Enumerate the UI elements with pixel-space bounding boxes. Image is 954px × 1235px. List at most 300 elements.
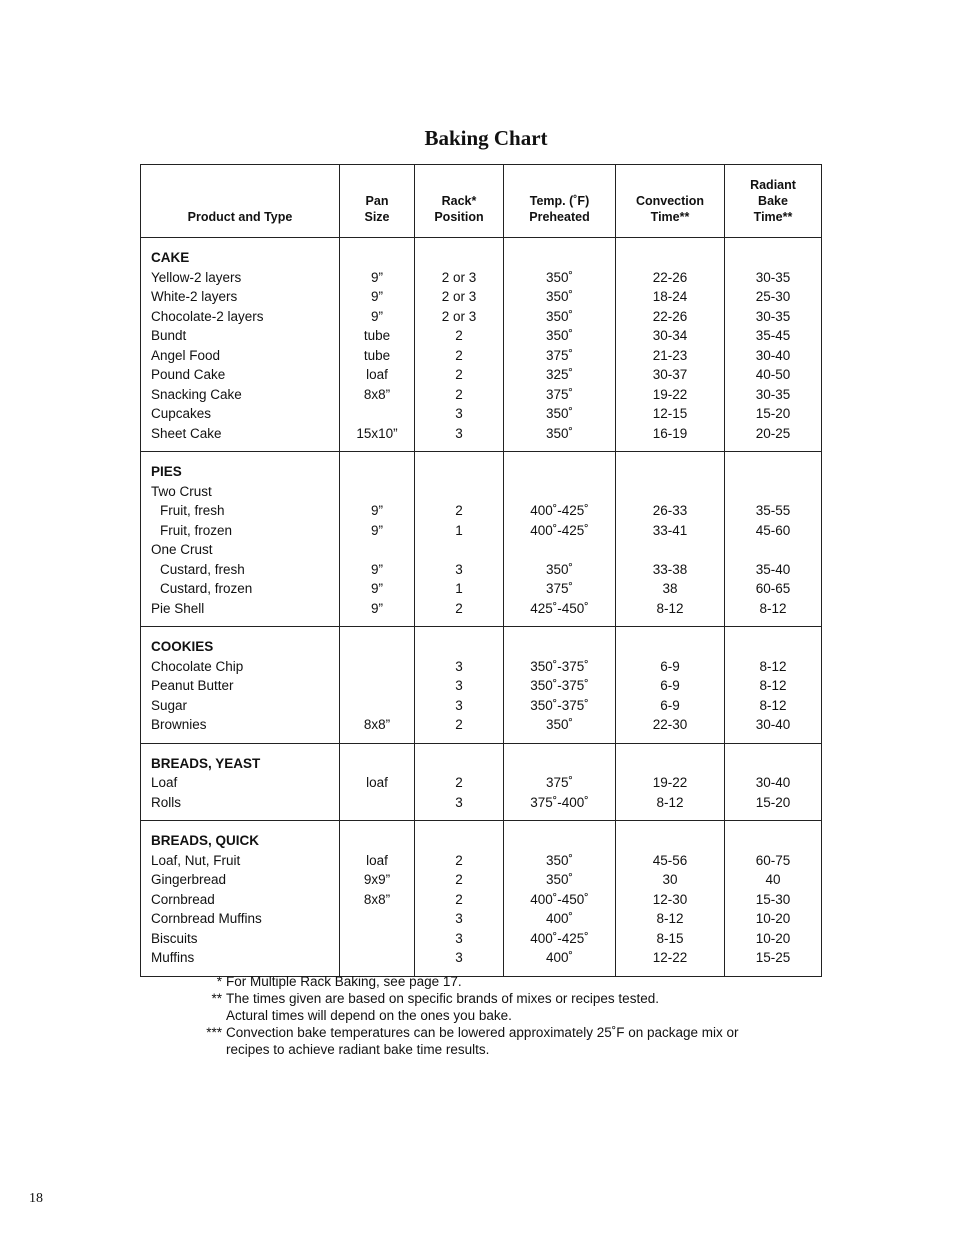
table-row xyxy=(141,268,822,288)
product-label: Brownies xyxy=(151,717,207,732)
spacer-cell xyxy=(340,812,415,821)
pan-cell: loaf xyxy=(340,773,415,793)
pan-cell: 9” xyxy=(340,268,415,288)
product-label: Pound Cake xyxy=(151,367,226,382)
product-label: Chocolate Chip xyxy=(151,658,244,674)
product-cell xyxy=(141,773,340,793)
convection-cell xyxy=(616,482,725,502)
section-heading: BREADS, QUICK xyxy=(141,831,340,851)
radiant-cell: 10-20 xyxy=(725,929,822,949)
spacer-row xyxy=(141,735,822,744)
header-row xyxy=(141,165,822,238)
section-heading-row xyxy=(141,831,822,851)
product-cell xyxy=(141,521,340,541)
section-heading-row xyxy=(141,754,822,774)
radiant-cell: 20-25 xyxy=(725,424,822,444)
empty-cell xyxy=(340,462,415,482)
spacer-cell xyxy=(616,627,725,638)
convection-cell: 6-9 xyxy=(616,696,725,716)
radiant-cell: 35-45 xyxy=(725,326,822,346)
pan-cell: 9” xyxy=(340,521,415,541)
spacer-cell xyxy=(141,743,340,754)
empty-cell xyxy=(415,754,504,774)
rack-cell: 2 xyxy=(415,599,504,619)
spacer-row xyxy=(141,452,822,463)
product-label: Loaf, Nut, Fruit xyxy=(151,852,241,868)
temp-cell: 400˚-425˚ xyxy=(504,501,616,521)
rack-cell xyxy=(415,482,504,502)
convection-cell: 26-33 xyxy=(616,501,725,521)
temp-cell: 350˚ xyxy=(504,870,616,890)
spacer-cell xyxy=(141,443,340,452)
empty-cell xyxy=(504,831,616,851)
table-row xyxy=(141,715,822,735)
empty-cell xyxy=(504,637,616,657)
table-row xyxy=(141,307,822,327)
spacer-cell xyxy=(415,812,504,821)
spacer-cell xyxy=(725,452,822,463)
spacer-cell xyxy=(141,238,340,249)
empty-cell xyxy=(415,831,504,851)
empty-cell xyxy=(616,637,725,657)
radiant-cell: 15-30 xyxy=(725,890,822,910)
spacer-cell xyxy=(340,238,415,249)
rack-cell: 2 or 3 xyxy=(415,287,504,307)
table-row xyxy=(141,909,822,929)
header-product: Product and Type xyxy=(141,165,340,238)
spacer-cell xyxy=(415,238,504,249)
radiant-cell: 40-50 xyxy=(725,365,822,385)
empty-cell xyxy=(415,637,504,657)
spacer-cell xyxy=(141,452,340,463)
convection-cell: 45-56 xyxy=(616,851,725,871)
table-row xyxy=(141,676,822,696)
spacer-cell xyxy=(141,821,340,832)
pan-cell xyxy=(340,404,415,424)
product-label: Muffins xyxy=(151,950,195,965)
rack-cell: 1 xyxy=(415,579,504,599)
rack-cell: 2 xyxy=(415,773,504,793)
product-label: Gingerbread xyxy=(151,872,227,887)
spacer-cell xyxy=(141,618,340,627)
rack-cell: 2 or 3 xyxy=(415,307,504,327)
pan-cell: 9” xyxy=(340,287,415,307)
temp-cell: 375˚ xyxy=(504,346,616,366)
radiant-cell: 60-75 xyxy=(725,851,822,871)
rack-cell: 3 xyxy=(415,696,504,716)
temp-cell: 350˚-375˚ xyxy=(504,657,616,677)
rack-cell: 2 or 3 xyxy=(415,268,504,288)
product-cell xyxy=(141,268,340,288)
footnote-line xyxy=(200,990,800,1007)
convection-cell: 30 xyxy=(616,870,725,890)
product-cell xyxy=(141,890,340,910)
radiant-cell: 45-60 xyxy=(725,521,822,541)
convection-cell: 22-26 xyxy=(616,307,725,327)
product-cell xyxy=(141,579,340,599)
radiant-cell: 30-35 xyxy=(725,385,822,405)
convection-cell: 21-23 xyxy=(616,346,725,366)
rack-cell: 3 xyxy=(415,909,504,929)
radiant-cell: 15-20 xyxy=(725,793,822,813)
radiant-cell: 8-12 xyxy=(725,657,822,677)
spacer-cell xyxy=(504,238,616,249)
rack-cell: 2 xyxy=(415,715,504,735)
convection-cell: 38 xyxy=(616,579,725,599)
product-label: Two Crust xyxy=(151,483,212,499)
table-row xyxy=(141,346,822,366)
spacer-row xyxy=(141,743,822,754)
product-label: Fruit, fresh xyxy=(160,503,225,518)
product-cell xyxy=(141,365,340,385)
product-label: Peanut Butter xyxy=(151,678,234,693)
empty-cell xyxy=(504,462,616,482)
convection-cell: 33-41 xyxy=(616,521,725,541)
rack-cell: 3 xyxy=(415,560,504,580)
temp-cell: 375˚ xyxy=(504,773,616,793)
rack-cell: 2 xyxy=(415,851,504,871)
convection-cell: 19-22 xyxy=(616,773,725,793)
footnote-text: The times given are based on specific brands of mixes or recipes tested. xyxy=(226,991,659,1006)
rack-cell: 3 xyxy=(415,404,504,424)
product-cell xyxy=(141,326,340,346)
rack-cell: 3 xyxy=(415,424,504,444)
spacer-cell xyxy=(616,821,725,832)
spacer-cell xyxy=(415,627,504,638)
footnote-text: For Multiple Rack Baking, see page 17. xyxy=(226,974,462,989)
temp-cell: 350˚ xyxy=(504,851,616,871)
empty-cell xyxy=(616,831,725,851)
empty-cell xyxy=(616,754,725,774)
temp-cell xyxy=(504,482,616,502)
table-row xyxy=(141,287,822,307)
pan-cell xyxy=(340,948,415,968)
rack-cell: 2 xyxy=(415,870,504,890)
radiant-cell xyxy=(725,540,822,560)
footnote-text: Convection bake temperatures can be lowered approximately 25˚F on package mix or xyxy=(226,1025,739,1040)
footnote-line xyxy=(200,1024,800,1041)
section-heading: BREADS, YEAST xyxy=(141,754,340,774)
spacer-cell xyxy=(340,618,415,627)
page-number: 18 xyxy=(29,1191,43,1206)
convection-cell: 16-19 xyxy=(616,424,725,444)
product-label: Cupcakes xyxy=(151,406,212,421)
product-label: White-2 layers xyxy=(151,289,238,304)
rack-cell: 2 xyxy=(415,326,504,346)
temp-cell: 400˚-425˚ xyxy=(504,521,616,541)
product-cell xyxy=(141,870,340,890)
convection-cell: 8-15 xyxy=(616,929,725,949)
rack-cell: 1 xyxy=(415,521,504,541)
empty-cell xyxy=(415,462,504,482)
pan-cell: 9” xyxy=(340,599,415,619)
table-row xyxy=(141,482,822,502)
product-label: Bundt xyxy=(151,328,187,343)
pan-cell xyxy=(340,929,415,949)
empty-cell xyxy=(340,637,415,657)
convection-cell: 6-9 xyxy=(616,676,725,696)
rack-cell: 3 xyxy=(415,657,504,677)
product-label: Loaf xyxy=(151,775,178,790)
radiant-cell: 8-12 xyxy=(725,696,822,716)
product-cell xyxy=(141,851,340,871)
product-label: Fruit, frozen xyxy=(160,522,233,538)
table-row xyxy=(141,365,822,385)
pan-cell: loaf xyxy=(340,365,415,385)
radiant-cell: 35-40 xyxy=(725,560,822,580)
temp-cell: 350˚-375˚ xyxy=(504,696,616,716)
product-label: Cornbread xyxy=(151,891,215,907)
footnote-marker: * xyxy=(216,974,222,989)
radiant-cell: 40 xyxy=(725,870,822,890)
pan-cell: 9” xyxy=(340,501,415,521)
radiant-cell: 30-35 xyxy=(725,307,822,327)
pan-cell: 8x8” xyxy=(340,715,415,735)
header-convection-time: Convection Time** xyxy=(616,165,725,238)
spacer-cell xyxy=(504,618,616,627)
spacer-cell xyxy=(616,452,725,463)
product-cell xyxy=(141,676,340,696)
spacer-row xyxy=(141,443,822,452)
product-label: One Crust xyxy=(151,542,213,557)
table-row xyxy=(141,948,822,968)
temp-cell: 400˚-425˚ xyxy=(504,929,616,949)
table-row xyxy=(141,326,822,346)
spacer-cell xyxy=(504,821,616,832)
radiant-cell: 30-40 xyxy=(725,346,822,366)
rack-cell: 2 xyxy=(415,501,504,521)
spacer-row xyxy=(141,812,822,821)
temp-cell: 350˚ xyxy=(504,404,616,424)
radiant-cell: 10-20 xyxy=(725,909,822,929)
header-pan-size: Pan Size xyxy=(340,165,415,238)
temp-cell: 350˚ xyxy=(504,560,616,580)
footnote-line xyxy=(200,1041,800,1058)
product-label: Custard, fresh xyxy=(160,561,245,577)
pan-cell: loaf xyxy=(340,851,415,871)
product-cell xyxy=(141,287,340,307)
spacer-cell xyxy=(725,743,822,754)
spacer-cell xyxy=(725,735,822,744)
temp-cell: 400˚ xyxy=(504,948,616,968)
footnote-marker: ** xyxy=(211,991,222,1006)
temp-cell: 350˚ xyxy=(504,715,616,735)
footnote-marker xyxy=(200,1007,222,1024)
empty-cell xyxy=(340,248,415,268)
section-breads-yeast xyxy=(141,743,822,821)
pan-cell: 15x10” xyxy=(340,424,415,444)
footnote-line xyxy=(200,973,800,990)
footnote-line xyxy=(200,1007,800,1024)
product-cell xyxy=(141,909,340,929)
convection-cell: 8-12 xyxy=(616,599,725,619)
spacer-cell xyxy=(340,443,415,452)
temp-cell: 350˚ xyxy=(504,424,616,444)
empty-cell xyxy=(725,831,822,851)
table-row xyxy=(141,793,822,813)
temp-cell: 325˚ xyxy=(504,365,616,385)
product-cell xyxy=(141,404,340,424)
pan-cell xyxy=(340,676,415,696)
empty-cell xyxy=(725,637,822,657)
temp-cell: 400˚-450˚ xyxy=(504,890,616,910)
convection-cell: 33-38 xyxy=(616,560,725,580)
spacer-cell xyxy=(340,821,415,832)
spacer-cell xyxy=(616,443,725,452)
product-cell xyxy=(141,482,340,502)
spacer-cell xyxy=(415,821,504,832)
product-cell xyxy=(141,715,340,735)
table-row xyxy=(141,404,822,424)
product-label: Custard, frozen xyxy=(160,581,253,596)
spacer-row xyxy=(141,618,822,627)
product-cell xyxy=(141,307,340,327)
spacer-cell xyxy=(725,627,822,638)
pan-cell xyxy=(340,540,415,560)
temp-cell: 350˚ xyxy=(504,307,616,327)
section-heading: CAKE xyxy=(141,248,340,268)
convection-cell: 19-22 xyxy=(616,385,725,405)
table-row xyxy=(141,599,822,619)
spacer-cell xyxy=(415,443,504,452)
empty-cell xyxy=(340,754,415,774)
spacer-cell xyxy=(340,452,415,463)
section-heading-row xyxy=(141,462,822,482)
product-label: Sheet Cake xyxy=(151,425,222,441)
spacer-cell xyxy=(340,743,415,754)
spacer-cell xyxy=(415,452,504,463)
spacer-row xyxy=(141,821,822,832)
table-row xyxy=(141,385,822,405)
convection-cell: 30-34 xyxy=(616,326,725,346)
spacer-row xyxy=(141,627,822,638)
convection-cell xyxy=(616,540,725,560)
table-row xyxy=(141,696,822,716)
convection-cell: 6-9 xyxy=(616,657,725,677)
temp-cell: 350˚-375˚ xyxy=(504,676,616,696)
product-cell xyxy=(141,540,340,560)
table-row xyxy=(141,579,822,599)
empty-cell xyxy=(415,248,504,268)
product-cell xyxy=(141,560,340,580)
spacer-cell xyxy=(725,238,822,249)
convection-cell: 12-30 xyxy=(616,890,725,910)
radiant-cell: 8-12 xyxy=(725,676,822,696)
pan-cell xyxy=(340,793,415,813)
table-row xyxy=(141,870,822,890)
rack-cell: 2 xyxy=(415,346,504,366)
convection-cell: 8-12 xyxy=(616,909,725,929)
convection-cell: 12-22 xyxy=(616,948,725,968)
spacer-cell xyxy=(725,618,822,627)
spacer-cell xyxy=(725,812,822,821)
table-row xyxy=(141,540,822,560)
pan-cell xyxy=(340,482,415,502)
section-cookies xyxy=(141,627,822,744)
product-label: Angel Food xyxy=(151,347,221,363)
section-heading-row xyxy=(141,248,822,268)
rack-cell: 3 xyxy=(415,929,504,949)
product-label: Yellow-2 layers xyxy=(151,269,242,285)
spacer-cell xyxy=(725,443,822,452)
empty-cell xyxy=(504,248,616,268)
empty-cell xyxy=(725,248,822,268)
footnote-text: recipes to achieve radiant bake time results. xyxy=(226,1042,490,1057)
empty-cell xyxy=(504,754,616,774)
radiant-cell: 30-40 xyxy=(725,715,822,735)
empty-cell xyxy=(340,831,415,851)
section-heading: COOKIES xyxy=(141,637,340,657)
baking-chart-table xyxy=(140,164,822,977)
section-heading-row xyxy=(141,637,822,657)
pan-cell: 9x9” xyxy=(340,870,415,890)
spacer-cell xyxy=(141,627,340,638)
spacer-cell xyxy=(725,821,822,832)
product-cell xyxy=(141,696,340,716)
product-cell xyxy=(141,948,340,968)
rack-cell: 2 xyxy=(415,890,504,910)
product-cell xyxy=(141,793,340,813)
temp-cell: 425˚-450˚ xyxy=(504,599,616,619)
empty-cell xyxy=(616,248,725,268)
convection-cell: 8-12 xyxy=(616,793,725,813)
footnote-marker xyxy=(200,1041,222,1058)
radiant-cell: 30-40 xyxy=(725,773,822,793)
product-cell xyxy=(141,599,340,619)
spacer-cell xyxy=(415,743,504,754)
product-label: Sugar xyxy=(151,697,188,713)
product-cell xyxy=(141,657,340,677)
pan-cell: tube xyxy=(340,346,415,366)
product-cell xyxy=(141,385,340,405)
table-row xyxy=(141,773,822,793)
section-heading: PIES xyxy=(141,462,340,482)
pan-cell: 8x8” xyxy=(340,385,415,405)
product-label: Snacking Cake xyxy=(151,386,242,402)
spacer-cell xyxy=(415,735,504,744)
pan-cell: 9” xyxy=(340,307,415,327)
product-label: Biscuits xyxy=(151,930,198,946)
convection-cell: 18-24 xyxy=(616,287,725,307)
temp-cell: 400˚ xyxy=(504,909,616,929)
pan-cell: 8x8” xyxy=(340,890,415,910)
table-row xyxy=(141,560,822,580)
temp-cell xyxy=(504,540,616,560)
product-cell xyxy=(141,346,340,366)
pan-cell xyxy=(340,696,415,716)
rack-cell: 3 xyxy=(415,793,504,813)
footnotes xyxy=(200,973,800,1058)
table-row xyxy=(141,501,822,521)
radiant-cell: 15-25 xyxy=(725,948,822,968)
rack-cell xyxy=(415,540,504,560)
product-label: Cornbread Muffins xyxy=(151,911,262,926)
section-cake xyxy=(141,238,822,452)
spacer-cell xyxy=(616,743,725,754)
spacer-cell xyxy=(504,443,616,452)
rack-cell: 3 xyxy=(415,948,504,968)
product-cell xyxy=(141,424,340,444)
spacer-cell xyxy=(504,735,616,744)
header-radiant-time: Radiant Bake Time** xyxy=(725,165,822,238)
table-row xyxy=(141,521,822,541)
radiant-cell: 15-20 xyxy=(725,404,822,424)
spacer-cell xyxy=(340,735,415,744)
spacer-cell xyxy=(616,735,725,744)
convection-cell: 22-26 xyxy=(616,268,725,288)
temp-cell: 350˚ xyxy=(504,268,616,288)
spacer-cell xyxy=(504,627,616,638)
